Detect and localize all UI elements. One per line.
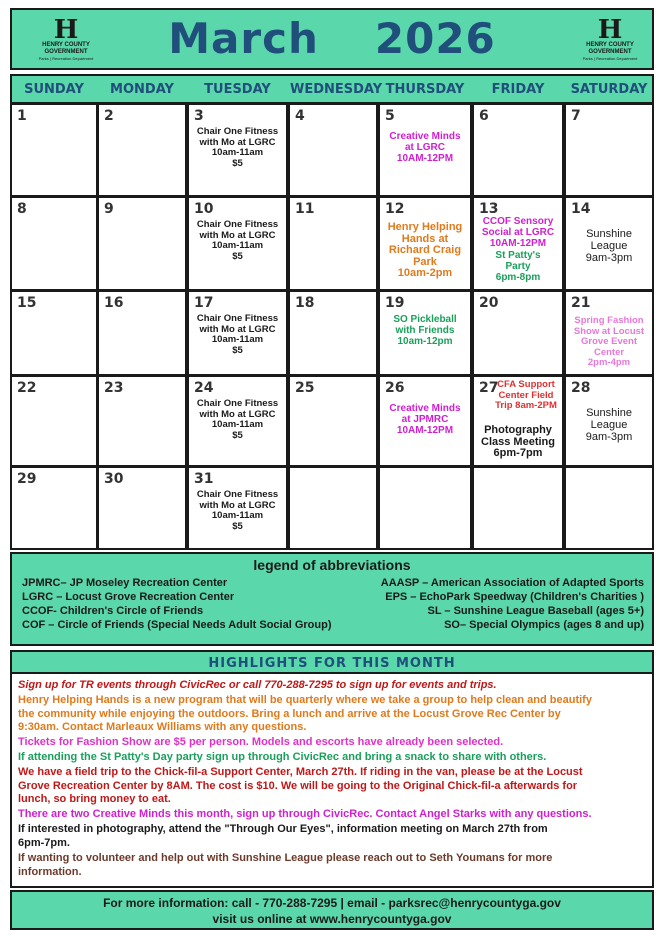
event-line: Class Meeting	[481, 435, 555, 448]
event-line: Creative Minds	[389, 403, 461, 414]
logo-h-icon: H	[597, 15, 623, 45]
event-mar28	[568, 407, 650, 443]
day-cell-20	[474, 292, 562, 374]
weekday-sunday: SUNDAY	[24, 82, 84, 97]
highlight-item	[18, 751, 646, 765]
event-mar27b	[476, 425, 560, 460]
event-mar5	[382, 131, 468, 164]
event-line: 6pm-8pm	[495, 272, 541, 283]
year-title: 2026	[374, 14, 496, 63]
legend-item: AAASP – American Association of Adapted Sports	[380, 577, 644, 589]
day-number: 22	[17, 380, 37, 396]
logo-text: GOVERNMENT	[44, 49, 88, 55]
event-mar21	[568, 316, 650, 369]
henry-county-logo-right	[582, 15, 638, 62]
weekday-monday: MONDAY	[110, 82, 174, 97]
event-line: League	[590, 240, 628, 252]
event-line: Chair One Fitness	[196, 398, 279, 409]
page-title	[12, 14, 652, 63]
highlight-line: Tickets for Fashion Show are $5 per person. Models and escorts have already been selected.	[18, 736, 504, 749]
website-line: visit us online at www.henrycountyga.gov	[212, 912, 452, 926]
event-line: Richard Craig	[388, 244, 462, 256]
event-line: CFA Support	[497, 379, 555, 390]
highlight-item	[18, 694, 646, 735]
event-line: with Mo at LGRC	[199, 323, 276, 335]
day-cell-23	[99, 377, 185, 465]
highlight-line: Sign up for TR events through CivicRec or call 770-288-7295 to sign up for events and trips.	[18, 679, 497, 691]
event-line: 10AM-12PM	[396, 153, 454, 164]
day-number: 3	[194, 108, 204, 124]
highlight-line: the community while enjoying the outdoors. Bring a lunch and arrive at the Locust Grove Rec Center by	[18, 707, 561, 720]
day-cell-27	[474, 377, 562, 465]
event-line: Show at Locust	[573, 325, 645, 337]
event-line: Hands at	[401, 232, 449, 245]
highlight-line: If wanting to volunteer and help out with Sunshine League please reach out to Seth Youmans for more	[18, 852, 553, 864]
event-line: 10AM-12PM	[489, 238, 547, 249]
day-cell-25	[290, 377, 376, 465]
day-number: 9	[104, 201, 114, 217]
day-number: 12	[385, 201, 405, 217]
event-line: Party	[505, 261, 531, 272]
event-mar14	[568, 228, 650, 264]
event-mar12	[382, 222, 468, 280]
event-line: with Mo at LGRC	[199, 229, 276, 241]
legend-item: COF – Circle of Friends (Special Needs Adult Social Group)	[22, 619, 332, 631]
day-cell-18	[290, 292, 376, 374]
logo-subtext: Parks | Recreation Department	[38, 56, 94, 61]
event-mar19	[382, 314, 468, 347]
highlights-panel	[10, 650, 654, 888]
empty-day-cell	[380, 468, 470, 548]
event-line: 9am-3pm	[585, 252, 633, 264]
event-line: Trip 8am-2PM	[495, 400, 557, 411]
legend-item: SO– Special Olympics (ages 8 and up)	[444, 619, 644, 631]
day-number: 29	[17, 471, 37, 487]
day-number: 30	[104, 471, 124, 487]
day-number: 21	[571, 295, 591, 311]
day-cell-17	[189, 292, 286, 374]
calendar-grid	[10, 74, 654, 550]
event-line: Photography	[484, 424, 552, 436]
event-line: Social at LGRC	[481, 227, 555, 238]
event-line: St Patty's	[495, 250, 541, 261]
day-number: 11	[295, 201, 315, 217]
event-line: with Mo at LGRC	[199, 499, 276, 511]
event-mar27a	[492, 380, 560, 412]
day-cell-31	[189, 468, 286, 548]
day-cell-3	[189, 105, 286, 195]
highlight-item	[18, 679, 646, 693]
day-number: 28	[571, 380, 591, 396]
event-line: Center Field	[498, 389, 554, 401]
day-cell-26	[380, 377, 470, 465]
day-cell-5	[380, 105, 470, 195]
day-number: 24	[194, 380, 214, 396]
day-cell-16	[99, 292, 185, 374]
day-cell-28	[566, 377, 652, 465]
day-cell-4	[290, 105, 376, 195]
event-chair-fitness	[191, 490, 284, 532]
day-number: 14	[571, 201, 591, 217]
day-cell-7	[566, 105, 652, 195]
contact-line: For more information: call - 770-288-7295 | email - parksrec@henrycountyga.gov	[103, 896, 561, 910]
highlight-item	[18, 852, 646, 879]
event-mar13b	[476, 250, 560, 283]
event-line: 10am-11am	[211, 334, 264, 345]
highlight-line: information.	[18, 865, 82, 878]
event-line: $5	[232, 250, 243, 262]
day-number: 5	[385, 108, 395, 124]
event-line: 10am-11am	[211, 510, 264, 521]
day-number: 1	[17, 108, 27, 124]
calendar-header	[10, 8, 654, 70]
day-cell-30	[99, 468, 185, 548]
highlight-line: lunch, so bring money to eat.	[18, 793, 171, 806]
day-number: 26	[385, 380, 405, 396]
weekday-saturday: SATURDAY	[570, 82, 648, 97]
event-line: 10am-11am	[211, 240, 264, 251]
event-line: Creative Minds	[389, 131, 461, 142]
event-mar13a	[476, 216, 560, 249]
weekday-wednesday: WEDNESDAY	[290, 82, 383, 97]
event-line: Spring Fashion	[574, 315, 644, 326]
event-line: Chair One Fitness	[196, 313, 279, 324]
weekday-header-row	[12, 76, 652, 102]
legend-title: legend of abbreviations	[253, 557, 411, 573]
day-cell-8	[12, 198, 96, 289]
day-number: 25	[295, 380, 315, 396]
day-cell-9	[99, 198, 185, 289]
highlight-line: Grove Recreation Center by 8AM. The cost is $10. We will be going to the Original Chick-fil-a afterwards for	[18, 779, 578, 792]
highlight-line: 6pm-7pm.	[18, 836, 70, 849]
day-number: 6	[479, 108, 489, 124]
event-line: League	[590, 419, 628, 431]
event-line: 2pm-4pm	[587, 357, 631, 368]
empty-day-cell	[474, 468, 562, 548]
logo-subtext: Parks | Recreation Department	[582, 56, 638, 61]
event-line: Chair One Fitness	[196, 219, 279, 230]
event-line: 6pm-7pm	[493, 447, 543, 459]
logo-text: HENRY COUNTY	[42, 42, 90, 48]
legend-item: SL – Sunshine League Baseball (ages 5+)	[427, 605, 644, 617]
event-chair-fitness	[191, 127, 284, 169]
day-number: 10	[194, 201, 214, 217]
day-number: 13	[479, 201, 499, 217]
day-cell-22	[12, 377, 96, 465]
day-cell-21	[566, 292, 652, 374]
day-cell-12	[380, 198, 470, 289]
highlight-line: If attending the St Patty's Day party sign up through CivicRec and bring a snack to share with others.	[18, 751, 547, 764]
event-line: Sunshine	[586, 228, 632, 240]
day-number: 15	[17, 295, 37, 311]
legend-item: EPS – EchoPark Speedway (Children's Charities )	[385, 591, 644, 603]
highlight-line: Henry Helping Hands is a new program that will be quarterly where we take a group to help clean and beautify	[18, 694, 592, 706]
event-line: $5	[232, 344, 243, 356]
highlight-item	[18, 736, 646, 750]
highlight-line: 9:30am. Contact Marleaux Williams with any questions.	[18, 721, 307, 734]
day-cell-10	[189, 198, 286, 289]
event-line: Grove Event	[581, 336, 637, 347]
weekday-tuesday: TUESDAY	[204, 82, 271, 97]
day-number: 31	[194, 471, 214, 487]
day-cell-19	[380, 292, 470, 374]
event-line: Sunshine	[586, 407, 632, 419]
day-number: 18	[295, 295, 315, 311]
event-mar26	[382, 403, 468, 436]
day-number: 8	[17, 201, 27, 217]
event-line: SO Pickleball	[393, 314, 457, 325]
event-line: 10AM-12PM	[396, 425, 454, 436]
event-line: 10am-12pm	[397, 336, 453, 347]
day-number: 2	[104, 108, 114, 124]
event-line: at JPMRC	[401, 414, 449, 425]
event-line: $5	[232, 157, 243, 169]
day-number: 4	[295, 108, 305, 124]
day-number: 16	[104, 295, 124, 311]
legend-item: JPMRC– JP Moseley Recreation Center	[22, 577, 228, 589]
weekday-thursday: THURSDAY	[385, 82, 465, 97]
day-cell-2	[99, 105, 185, 195]
day-number: 27	[479, 380, 499, 396]
logo-h-icon: H	[53, 15, 79, 45]
event-line: Park	[413, 255, 437, 268]
event-line: Henry Helping	[387, 221, 463, 233]
event-chair-fitness	[191, 399, 284, 441]
highlight-line: There are two Creative Minds this month, sign up through CivicRec. Contact Angel Starks with any questions.	[18, 808, 592, 821]
day-number: 7	[571, 108, 581, 124]
event-chair-fitness	[191, 220, 284, 262]
highlight-line: We have a field trip to the Chick-fil-a Support Center, March 27th. If riding in the van, please be at the Locust	[18, 766, 583, 779]
legend-item: LGRC – Locust Grove Recreation Center	[22, 591, 235, 603]
event-line: $5	[232, 429, 243, 441]
highlight-item	[18, 766, 646, 807]
event-line: 10am-2pm	[397, 267, 453, 279]
day-number: 20	[479, 295, 499, 311]
empty-day-cell	[290, 468, 376, 548]
event-line: Center	[593, 346, 625, 358]
legend-item: CCOF- Children's Circle of Friends	[22, 605, 204, 617]
day-number: 23	[104, 380, 124, 396]
event-line: Chair One Fitness	[196, 126, 279, 137]
event-line: 10am-11am	[211, 147, 264, 158]
event-line: with Mo at LGRC	[199, 136, 276, 148]
highlight-line: If interested in photography, attend the "Through Our Eyes", information meeting on March 27th from	[18, 823, 548, 836]
empty-day-cell	[566, 468, 652, 548]
day-cell-15	[12, 292, 96, 374]
day-cell-14	[566, 198, 652, 289]
event-line: 10am-11am	[211, 419, 264, 430]
month-title: March	[168, 14, 319, 63]
logo-text: HENRY COUNTY	[586, 42, 634, 48]
highlights-title: HIGHLIGHTS FOR THIS MONTH	[12, 652, 652, 674]
day-cell-13	[474, 198, 562, 289]
event-line: Chair One Fitness	[196, 489, 279, 500]
weekday-friday: FRIDAY	[491, 82, 545, 97]
highlight-item	[18, 808, 646, 822]
event-line: CCOF Sensory	[482, 216, 554, 227]
event-line: 9am-3pm	[585, 431, 633, 443]
day-number: 19	[385, 295, 405, 311]
contact-footer	[10, 890, 654, 930]
event-chair-fitness	[191, 314, 284, 356]
day-cell-29	[12, 468, 96, 548]
day-cell-1	[12, 105, 96, 195]
event-line: $5	[232, 520, 243, 532]
day-number: 17	[194, 295, 214, 311]
event-line: with Mo at LGRC	[199, 408, 276, 420]
day-cell-24	[189, 377, 286, 465]
event-line: at LGRC	[405, 142, 445, 153]
event-line: with Friends	[395, 325, 455, 336]
logo-text: GOVERNMENT	[588, 49, 632, 55]
day-cell-6	[474, 105, 562, 195]
legend-panel	[10, 552, 654, 646]
highlight-item	[18, 823, 646, 850]
day-cell-11	[290, 198, 376, 289]
